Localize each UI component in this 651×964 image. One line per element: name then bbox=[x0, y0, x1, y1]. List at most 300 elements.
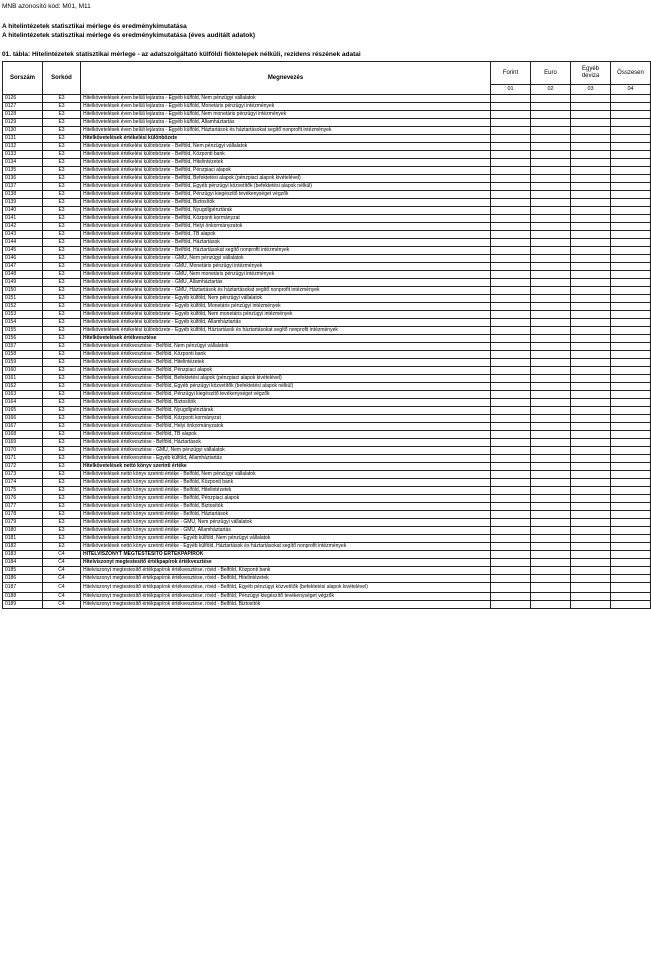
forint-cell bbox=[491, 583, 531, 593]
sorszam-cell: 0149 bbox=[3, 279, 43, 287]
megnevezes-cell: Hitelkövetelések éven belüli lejáratra - Egyéb külföld, Nem pénzügyi vállalatok bbox=[81, 95, 491, 103]
table-row bbox=[3, 495, 651, 503]
egyeb-deviza-cell bbox=[571, 455, 611, 463]
sorkod-cell: E3 bbox=[43, 223, 81, 231]
sorkod-cell: E3 bbox=[43, 303, 81, 311]
osszesen-cell bbox=[611, 143, 651, 151]
sorkod-cell: E3 bbox=[43, 215, 81, 223]
table-row bbox=[3, 351, 651, 359]
forint-cell bbox=[491, 159, 531, 167]
sorkod-cell: C4 bbox=[43, 559, 81, 567]
sorszam-cell: 0133 bbox=[3, 151, 43, 159]
col-number: 04 bbox=[611, 85, 651, 95]
forint-cell bbox=[491, 423, 531, 431]
sorszam-cell: 0174 bbox=[3, 479, 43, 487]
euro-cell bbox=[531, 487, 571, 495]
table-row bbox=[3, 183, 651, 191]
megnevezes-cell: Hitelkövetelések nettó könyv szerinti értéke - Belföld, Biztosítók bbox=[81, 503, 491, 511]
sorkod-cell: E3 bbox=[43, 207, 81, 215]
euro-cell bbox=[531, 255, 571, 263]
osszesen-cell bbox=[611, 479, 651, 487]
sorkod-cell: E3 bbox=[43, 167, 81, 175]
osszesen-cell bbox=[611, 567, 651, 575]
sorszam-cell: 0186 bbox=[3, 575, 43, 583]
egyeb-deviza-cell bbox=[571, 551, 611, 559]
sorszam-cell: 0131 bbox=[3, 135, 43, 143]
sorszam-cell: 0126 bbox=[3, 95, 43, 103]
megnevezes-cell: HITELVISZONYT MEGTESTESÍTŐ ÉRTÉKPAPÍROK bbox=[81, 551, 491, 559]
sorszam-cell: 0154 bbox=[3, 319, 43, 327]
table-row bbox=[3, 535, 651, 543]
forint-cell bbox=[491, 327, 531, 335]
sorszam-cell: 0127 bbox=[3, 103, 43, 111]
egyeb-deviza-cell bbox=[571, 143, 611, 151]
euro-cell bbox=[531, 423, 571, 431]
euro-cell bbox=[531, 175, 571, 183]
megnevezes-cell: Hitelkövetelések nettó könyv szerinti értéke - GMU, Államháztartás bbox=[81, 527, 491, 535]
table-row bbox=[3, 431, 651, 439]
sorszam-cell: 0164 bbox=[3, 399, 43, 407]
table-row bbox=[3, 95, 651, 103]
egyeb-deviza-cell bbox=[571, 593, 611, 601]
table-row bbox=[3, 151, 651, 159]
forint-cell bbox=[491, 601, 531, 609]
sorszam-cell: 0161 bbox=[3, 375, 43, 383]
megnevezes-cell: Hitelviszonyt megtestesítő értékpapírok értékvesztése, rövid - Belföld, Egyéb pénzügyi közvetítők (befektetési alapok kivételével) bbox=[81, 583, 491, 593]
forint-cell bbox=[491, 279, 531, 287]
osszesen-cell bbox=[611, 287, 651, 295]
forint-cell bbox=[491, 183, 531, 191]
egyeb-deviza-cell bbox=[571, 103, 611, 111]
euro-cell bbox=[531, 415, 571, 423]
table-row bbox=[3, 167, 651, 175]
megnevezes-cell: Hitelkövetelések értékvesztése - Belföld, Hitelintézetek bbox=[81, 359, 491, 367]
sorkod-cell: E3 bbox=[43, 463, 81, 471]
header-sorkod: Sorkód bbox=[43, 62, 81, 95]
forint-cell bbox=[491, 175, 531, 183]
sorszam-cell: 0142 bbox=[3, 223, 43, 231]
megnevezes-cell: Hitelkövetelések értékelési különbözete - Belföld, Pénzpiaci alapok bbox=[81, 167, 491, 175]
sorszam-cell: 0187 bbox=[3, 583, 43, 593]
sorszam-cell: 0172 bbox=[3, 463, 43, 471]
forint-cell bbox=[491, 351, 531, 359]
osszesen-cell bbox=[611, 601, 651, 609]
sorkod-cell: E3 bbox=[43, 367, 81, 375]
sorkod-cell: E3 bbox=[43, 495, 81, 503]
egyeb-deviza-cell bbox=[571, 159, 611, 167]
megnevezes-cell: Hitelkövetelések értékelési különbözete - Egyéb külföld, Háztartások és háztartásokat segítő nonprofit intézmények bbox=[81, 327, 491, 335]
forint-cell bbox=[491, 295, 531, 303]
sorszam-cell: 0189 bbox=[3, 601, 43, 609]
table-row bbox=[3, 263, 651, 271]
megnevezes-cell: Hitelkövetelések értékelési különbözete - Egyéb külföld, Monetáris pénzügyi intézmények bbox=[81, 303, 491, 311]
sorszam-cell: 0180 bbox=[3, 527, 43, 535]
forint-cell bbox=[491, 199, 531, 207]
euro-cell bbox=[531, 519, 571, 527]
table-row bbox=[3, 447, 651, 455]
header-osszesen: Összesen bbox=[611, 62, 651, 85]
forint-cell bbox=[491, 407, 531, 415]
sorszam-cell: 0178 bbox=[3, 511, 43, 519]
osszesen-cell bbox=[611, 527, 651, 535]
sorkod-cell: E3 bbox=[43, 383, 81, 391]
megnevezes-cell: Hitelkövetelések értékelési különbözete - GMU, Nem pénzügyi vállalatok bbox=[81, 255, 491, 263]
table-row bbox=[3, 359, 651, 367]
euro-cell bbox=[531, 183, 571, 191]
sorkod-cell: C4 bbox=[43, 567, 81, 575]
egyeb-deviza-cell bbox=[571, 567, 611, 575]
forint-cell bbox=[491, 487, 531, 495]
euro-cell bbox=[531, 447, 571, 455]
euro-cell bbox=[531, 335, 571, 343]
table-row bbox=[3, 415, 651, 423]
forint-cell bbox=[491, 207, 531, 215]
euro-cell bbox=[531, 463, 571, 471]
forint-cell bbox=[491, 399, 531, 407]
osszesen-cell bbox=[611, 135, 651, 143]
forint-cell bbox=[491, 519, 531, 527]
euro-cell bbox=[531, 471, 571, 479]
sorszam-cell: 0143 bbox=[3, 231, 43, 239]
euro-cell bbox=[531, 279, 571, 287]
sorkod-cell: E3 bbox=[43, 407, 81, 415]
forint-cell bbox=[491, 463, 531, 471]
egyeb-deviza-cell bbox=[571, 167, 611, 175]
euro-cell bbox=[531, 593, 571, 601]
egyeb-deviza-cell bbox=[571, 479, 611, 487]
euro-cell bbox=[531, 119, 571, 127]
table-title: 01. tábla: Hitelintézetek statisztikai mérlege - az adatszolgáltató külföldi fióktelepek nélküli, rezidens részének adatai bbox=[2, 51, 361, 58]
sorkod-cell: E3 bbox=[43, 143, 81, 151]
megnevezes-cell: Hitelkövetelések értékvesztése - Belföld, Helyi önkormányzatok bbox=[81, 423, 491, 431]
forint-cell bbox=[491, 263, 531, 271]
egyeb-deviza-cell bbox=[571, 239, 611, 247]
header-euro: Euro bbox=[531, 62, 571, 85]
sorszam-cell: 0136 bbox=[3, 175, 43, 183]
table-row bbox=[3, 383, 651, 391]
megnevezes-cell: Hitelkövetelések nettó könyv szerinti értéke - Belföld, Háztartások bbox=[81, 511, 491, 519]
sorkod-cell: E3 bbox=[43, 503, 81, 511]
euro-cell bbox=[531, 399, 571, 407]
osszesen-cell bbox=[611, 335, 651, 343]
egyeb-deviza-cell bbox=[571, 367, 611, 375]
sorkod-cell: E3 bbox=[43, 535, 81, 543]
sorszam-cell: 0132 bbox=[3, 143, 43, 151]
megnevezes-cell: Hitelkövetelések értékelési különbözete - GMU, Monetáris pénzügyi intézmények bbox=[81, 263, 491, 271]
forint-cell bbox=[491, 231, 531, 239]
table-row bbox=[3, 343, 651, 351]
table-row bbox=[3, 247, 651, 255]
euro-cell bbox=[531, 103, 571, 111]
col-number: 02 bbox=[531, 85, 571, 95]
osszesen-cell bbox=[611, 391, 651, 399]
sorkod-cell: E3 bbox=[43, 527, 81, 535]
megnevezes-cell: Hitelkövetelések nettó könyv szerinti értéke - Egyéb külföld, Háztartások és háztartásokat segítő nonprofit intézmények bbox=[81, 543, 491, 551]
sorkod-cell: E3 bbox=[43, 423, 81, 431]
forint-cell bbox=[491, 239, 531, 247]
megnevezes-cell: Hitelviszonyt megtestesítő értékpapírok értékvesztése, rövid - Belföld, Pénzügyi kiegészítő tevékenységet végzők bbox=[81, 593, 491, 601]
egyeb-deviza-cell bbox=[571, 439, 611, 447]
osszesen-cell bbox=[611, 263, 651, 271]
sorszam-cell: 0184 bbox=[3, 559, 43, 567]
osszesen-cell bbox=[611, 593, 651, 601]
euro-cell bbox=[531, 127, 571, 135]
megnevezes-cell: Hitelkövetelések értékelési különbözete - Belföld, Nyugdíjpénztárak bbox=[81, 207, 491, 215]
table-row bbox=[3, 127, 651, 135]
header-sorszam: Sorszám bbox=[3, 62, 43, 95]
euro-cell bbox=[531, 559, 571, 567]
sorszam-cell: 0134 bbox=[3, 159, 43, 167]
osszesen-cell bbox=[611, 295, 651, 303]
osszesen-cell bbox=[611, 303, 651, 311]
euro-cell bbox=[531, 359, 571, 367]
sorkod-cell: E3 bbox=[43, 471, 81, 479]
egyeb-deviza-cell bbox=[571, 559, 611, 567]
table-row bbox=[3, 303, 651, 311]
megnevezes-cell: Hitelkövetelések értékelési különbözete - Belföld, TB alapok bbox=[81, 231, 491, 239]
osszesen-cell bbox=[611, 271, 651, 279]
sorkod-cell: E3 bbox=[43, 343, 81, 351]
euro-cell bbox=[531, 143, 571, 151]
euro-cell bbox=[531, 431, 571, 439]
euro-cell bbox=[531, 511, 571, 519]
megnevezes-cell: Hitelkövetelések nettó könyv szerinti értéke - Belföld, Nem pénzügyi vállalatok bbox=[81, 471, 491, 479]
osszesen-cell bbox=[611, 191, 651, 199]
header-megnevezes: Megnevezés bbox=[81, 62, 491, 95]
osszesen-cell bbox=[611, 367, 651, 375]
sorkod-cell: E3 bbox=[43, 351, 81, 359]
egyeb-deviza-cell bbox=[571, 119, 611, 127]
megnevezes-cell: Hitelkövetelések értékvesztése - Belföld, TB alapok bbox=[81, 431, 491, 439]
megnevezes-cell: Hitelkövetelések értékvesztése - Belföld, Befektetési alapok (pénzpiaci alapok kivételével) bbox=[81, 375, 491, 383]
egyeb-deviza-cell bbox=[571, 199, 611, 207]
osszesen-cell bbox=[611, 223, 651, 231]
osszesen-cell bbox=[611, 495, 651, 503]
euro-cell bbox=[531, 351, 571, 359]
table-row bbox=[3, 463, 651, 471]
table-row bbox=[3, 487, 651, 495]
egyeb-deviza-cell bbox=[571, 231, 611, 239]
table-row bbox=[3, 207, 651, 215]
megnevezes-cell: Hitelkövetelések értékvesztése - Belföld, Központi bank bbox=[81, 351, 491, 359]
euro-cell bbox=[531, 223, 571, 231]
forint-cell bbox=[491, 415, 531, 423]
osszesen-cell bbox=[611, 111, 651, 119]
sorkod-cell: E3 bbox=[43, 135, 81, 143]
euro-cell bbox=[531, 191, 571, 199]
sorkod-cell: E3 bbox=[43, 175, 81, 183]
osszesen-cell bbox=[611, 439, 651, 447]
forint-cell bbox=[491, 191, 531, 199]
forint-cell bbox=[491, 447, 531, 455]
table-row bbox=[3, 583, 651, 593]
sorszam-cell: 0137 bbox=[3, 183, 43, 191]
megnevezes-cell: Hitelkövetelések nettó könyv szerinti értéke - Belföld, Központi bank bbox=[81, 479, 491, 487]
table-row bbox=[3, 231, 651, 239]
megnevezes-cell: Hitelkövetelések éven belüli lejáratra - Egyéb külföld, Háztartások és háztartásokat segítő nonprofit intézmények bbox=[81, 127, 491, 135]
forint-cell bbox=[491, 335, 531, 343]
euro-cell bbox=[531, 319, 571, 327]
sorszam-cell: 0166 bbox=[3, 415, 43, 423]
forint-cell bbox=[491, 527, 531, 535]
euro-cell bbox=[531, 367, 571, 375]
sorkod-cell: E3 bbox=[43, 159, 81, 167]
sorszam-cell: 0167 bbox=[3, 423, 43, 431]
euro-cell bbox=[531, 151, 571, 159]
euro-cell bbox=[531, 287, 571, 295]
forint-cell bbox=[491, 127, 531, 135]
euro-cell bbox=[531, 575, 571, 583]
sorszam-cell: 0173 bbox=[3, 471, 43, 479]
sorkod-cell: E3 bbox=[43, 151, 81, 159]
euro-cell bbox=[531, 495, 571, 503]
forint-cell bbox=[491, 343, 531, 351]
egyeb-deviza-cell bbox=[571, 247, 611, 255]
sorkod-cell: E3 bbox=[43, 119, 81, 127]
euro-cell bbox=[531, 167, 571, 175]
sorkod-cell: E3 bbox=[43, 319, 81, 327]
egyeb-deviza-cell bbox=[571, 487, 611, 495]
table-row bbox=[3, 575, 651, 583]
table-row bbox=[3, 199, 651, 207]
egyeb-deviza-cell bbox=[571, 351, 611, 359]
megnevezes-cell: Hitelkövetelések értékelési különbözete - Belföld, Egyéb pénzügyi közvetítők (befektetési alapok nélkül) bbox=[81, 183, 491, 191]
table-row bbox=[3, 103, 651, 111]
euro-cell bbox=[531, 303, 571, 311]
megnevezes-cell: Hitelkövetelések értékvesztése - Belföld, Pénzpiaci alapok bbox=[81, 367, 491, 375]
sorkod-cell: E3 bbox=[43, 111, 81, 119]
forint-cell bbox=[491, 431, 531, 439]
egyeb-deviza-cell bbox=[571, 375, 611, 383]
forint-cell bbox=[491, 215, 531, 223]
osszesen-cell bbox=[611, 207, 651, 215]
megnevezes-cell: Hitelkövetelések értékvesztése - Belföld, Pénzügyi kiegészítő tevékenységet végzők bbox=[81, 391, 491, 399]
megnevezes-cell: Hitelkövetelések éven belüli lejáratra - Egyéb külföld, Nem monetáris pénzügyi intézmények bbox=[81, 111, 491, 119]
euro-cell bbox=[531, 247, 571, 255]
sorszam-cell: 0177 bbox=[3, 503, 43, 511]
sorkod-cell: E3 bbox=[43, 263, 81, 271]
col-number: 01 bbox=[491, 85, 531, 95]
euro-cell bbox=[531, 199, 571, 207]
table-row bbox=[3, 319, 651, 327]
table-row bbox=[3, 399, 651, 407]
megnevezes-cell: Hitelkövetelések éven belüli lejáratra - Egyéb külföld, Monetáris pénzügyi intézmények bbox=[81, 103, 491, 111]
forint-cell bbox=[491, 593, 531, 601]
egyeb-deviza-cell bbox=[571, 319, 611, 327]
osszesen-cell bbox=[611, 575, 651, 583]
sorszam-cell: 0168 bbox=[3, 431, 43, 439]
megnevezes-cell: Hitelkövetelések értékelési különbözete - Egyéb külföld, Nem monetáris pénzügyi intézmények bbox=[81, 311, 491, 319]
table-row bbox=[3, 175, 651, 183]
megnevezes-cell: Hitelkövetelések értékelési különbözete - Belföld, Központi bank bbox=[81, 151, 491, 159]
megnevezes-cell: Hitelviszonyt megtestesítő értékpapírok értékvesztése bbox=[81, 559, 491, 567]
forint-cell bbox=[491, 143, 531, 151]
euro-cell bbox=[531, 407, 571, 415]
forint-cell bbox=[491, 103, 531, 111]
megnevezes-cell: Hitelkövetelések értékelési különbözete - GMU, Államháztartás bbox=[81, 279, 491, 287]
forint-cell bbox=[491, 567, 531, 575]
sorkod-cell: C4 bbox=[43, 601, 81, 609]
megnevezes-cell: Hitelkövetelések értékvesztése bbox=[81, 335, 491, 343]
megnevezes-cell: Hitelviszonyt megtestesítő értékpapírok értékvesztése, rövid - Belföld, Hitelintézetek bbox=[81, 575, 491, 583]
sorkod-cell: E3 bbox=[43, 279, 81, 287]
sorkod-cell: E3 bbox=[43, 287, 81, 295]
table-row bbox=[3, 135, 651, 143]
megnevezes-cell: Hitelkövetelések értékvesztése - Belföld, Biztosítók bbox=[81, 399, 491, 407]
megnevezes-cell: Hitelkövetelések értékelési különbözete - Egyéb külföld, Nem pénzügyi vállalatok bbox=[81, 295, 491, 303]
egyeb-deviza-cell bbox=[571, 519, 611, 527]
sorkod-cell: E3 bbox=[43, 479, 81, 487]
egyeb-deviza-cell bbox=[571, 255, 611, 263]
megnevezes-cell: Hitelkövetelések értékelési különbözete - Belföld, Befektetési alapok (pénzpiaci alapok kivételével) bbox=[81, 175, 491, 183]
osszesen-cell bbox=[611, 127, 651, 135]
egyeb-deviza-cell bbox=[571, 223, 611, 231]
euro-cell bbox=[531, 527, 571, 535]
egyeb-deviza-cell bbox=[571, 583, 611, 593]
sorszam-cell: 0159 bbox=[3, 359, 43, 367]
megnevezes-cell: Hitelkövetelések értékelési különbözete - GMU, Nem monetáris pénzügyi intézmények bbox=[81, 271, 491, 279]
table-row bbox=[3, 375, 651, 383]
balance-sheet-table bbox=[2, 61, 651, 609]
euro-cell bbox=[531, 567, 571, 575]
forint-cell bbox=[491, 511, 531, 519]
sorszam-cell: 0170 bbox=[3, 447, 43, 455]
egyeb-deviza-cell bbox=[571, 503, 611, 511]
table-row bbox=[3, 215, 651, 223]
megnevezes-cell: Hitelkövetelések értékelési különbözete - Belföld, Nem pénzügyi vállalatok bbox=[81, 143, 491, 151]
forint-cell bbox=[491, 303, 531, 311]
egyeb-deviza-cell bbox=[571, 175, 611, 183]
osszesen-cell bbox=[611, 119, 651, 127]
euro-cell bbox=[531, 551, 571, 559]
megnevezes-cell: Hitelviszonyt megtestesítő értékpapírok értékvesztése, rövid - Belföld, Központi bank bbox=[81, 567, 491, 575]
table-row bbox=[3, 479, 651, 487]
forint-cell bbox=[491, 551, 531, 559]
euro-cell bbox=[531, 439, 571, 447]
sorkod-cell: E3 bbox=[43, 439, 81, 447]
sorszam-cell: 0165 bbox=[3, 407, 43, 415]
sorszam-cell: 0128 bbox=[3, 111, 43, 119]
sorkod-cell: E3 bbox=[43, 127, 81, 135]
forint-cell bbox=[491, 543, 531, 551]
sorszam-cell: 0155 bbox=[3, 327, 43, 335]
euro-cell bbox=[531, 479, 571, 487]
euro-cell bbox=[531, 295, 571, 303]
sorkod-cell: E3 bbox=[43, 519, 81, 527]
sorszam-cell: 0130 bbox=[3, 127, 43, 135]
table-row bbox=[3, 239, 651, 247]
egyeb-deviza-cell bbox=[571, 391, 611, 399]
sorszam-cell: 0141 bbox=[3, 215, 43, 223]
euro-cell bbox=[531, 239, 571, 247]
forint-cell bbox=[491, 119, 531, 127]
egyeb-deviza-cell bbox=[571, 471, 611, 479]
sorkod-cell: C4 bbox=[43, 575, 81, 583]
forint-cell bbox=[491, 287, 531, 295]
osszesen-cell bbox=[611, 311, 651, 319]
megnevezes-cell: Hitelkövetelések értékvesztése - Egyéb külföld, Államháztartás bbox=[81, 455, 491, 463]
egyeb-deviza-cell bbox=[571, 135, 611, 143]
megnevezes-cell: Hitelkövetelések értékelési különbözete - Belföld, Központi kormányzat bbox=[81, 215, 491, 223]
osszesen-cell bbox=[611, 447, 651, 455]
forint-cell bbox=[491, 255, 531, 263]
sorszam-cell: 0140 bbox=[3, 207, 43, 215]
megnevezes-cell: Hitelviszonyt megtestesítő értékpapírok értékvesztése, rövid - Belföld, Biztosítók bbox=[81, 601, 491, 609]
forint-cell bbox=[491, 503, 531, 511]
forint-cell bbox=[491, 479, 531, 487]
table-row bbox=[3, 519, 651, 527]
osszesen-cell bbox=[611, 511, 651, 519]
